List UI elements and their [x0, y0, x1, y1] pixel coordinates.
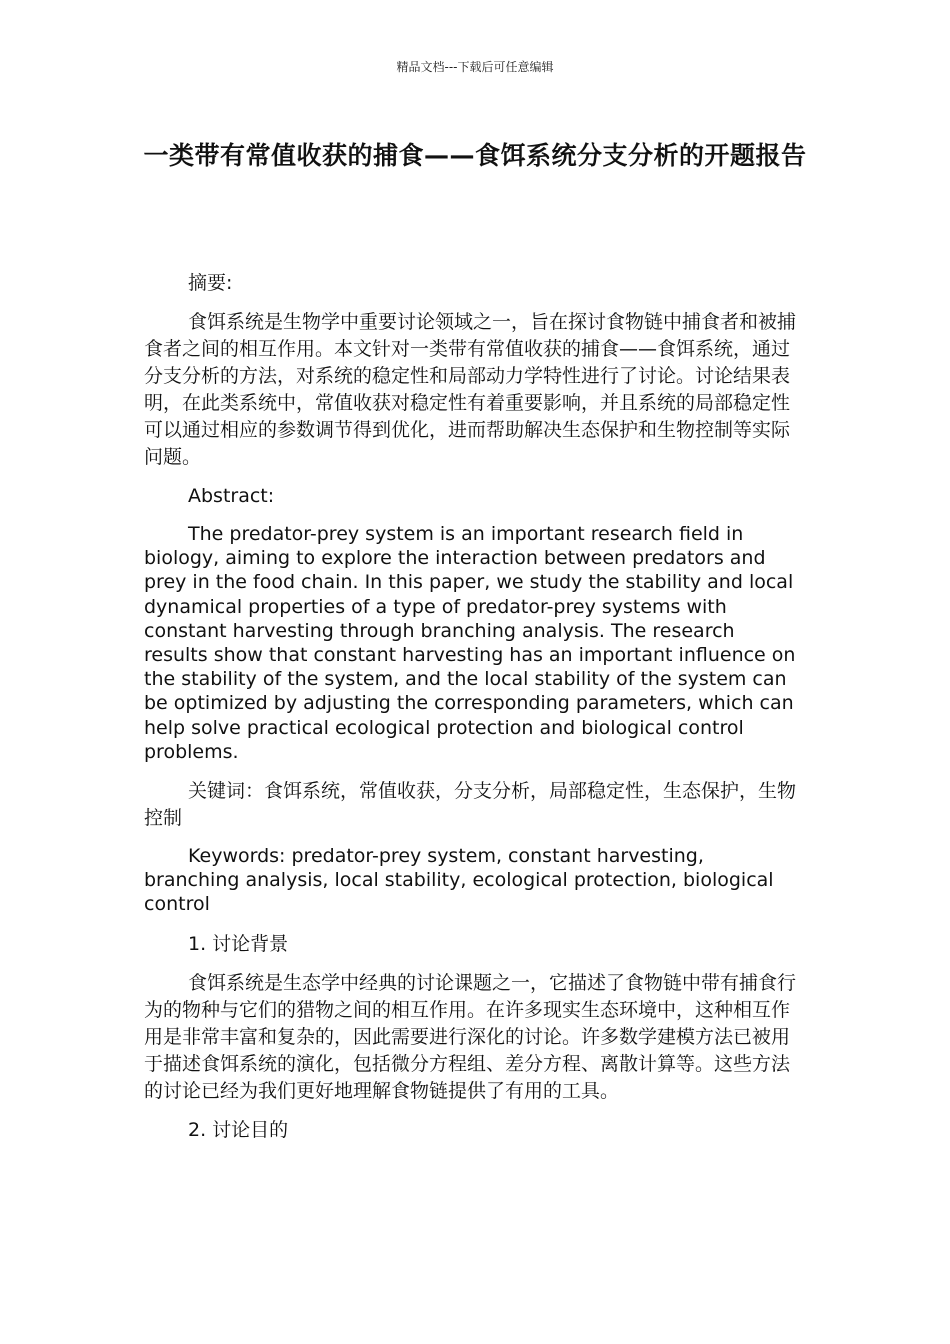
- abstract-cn-text: 食饵系统是生物学中重要讨论领域之一，旨在探讨食物链中捕食者和被捕食者之间的相互作用。本文针对一类带有常值收获的捕食——食饵系统，通过分支分析的方法，对系统的稳定性和局部动力学特性进行了讨论。讨论结果表明，在此类系统中，常值收获对稳定性有着重要影响，并且系统的局部稳定性可以通过相应的参数调节得到优化，进而帮助解决生态保护和生物控制等实际问题。: [144, 311, 797, 468]
- section-2-heading: 2. 讨论目的: [188, 1118, 289, 1141]
- abstract-en-text: The predator-prey system is an important research field in biology, aiming to explore the interaction between predators and prey in the food chain. In this paper, we study the stability and local dynamical properties of a type of predator-prey systems with constant harvesting through branching analysis. The research results show that constant harvesting has an important influence on the stability of the system, and the local stability of the system can be optimized by adjusting the corresponding parameters, which can help solve practical ecological protection and biological control problems.: [144, 523, 796, 763]
- abstract-cn-label: 摘要:: [188, 272, 233, 294]
- section-1-heading: 1. 讨论背景: [188, 932, 289, 955]
- document-body: [144, 270, 804, 1156]
- document-title: 一类带有常值收获的捕食——食饵系统分支分析的开题报告: [143, 141, 807, 170]
- keywords-en: Keywords: predator-prey system, constant harvesting, branching analysis, local stability, ecological protection, biological control: [144, 845, 774, 916]
- keywords-cn: 关键词：食饵系统，常值收获，分支分析，局部稳定性，生态保护，生物控制: [144, 780, 797, 830]
- section-1-body: 食饵系统是生态学中经典的讨论课题之一，它描述了食物链中带有捕食行为的物种与它们的猎物之间的相互作用。在许多现实生态环境中，这种相互作用是非常丰富和复杂的，因此需要进行深化的讨论。许多数学建模方法已被用于描述食饵系统的演化，包括微分方程组、差分方程、离散计算等。这些方法的讨论已经为我们更好地理解食物链提供了有用的工具。: [144, 971, 797, 1102]
- header-note: 精品文档---下载后可任意编辑: [396, 60, 554, 74]
- abstract-en-label: Abstract:: [188, 485, 275, 507]
